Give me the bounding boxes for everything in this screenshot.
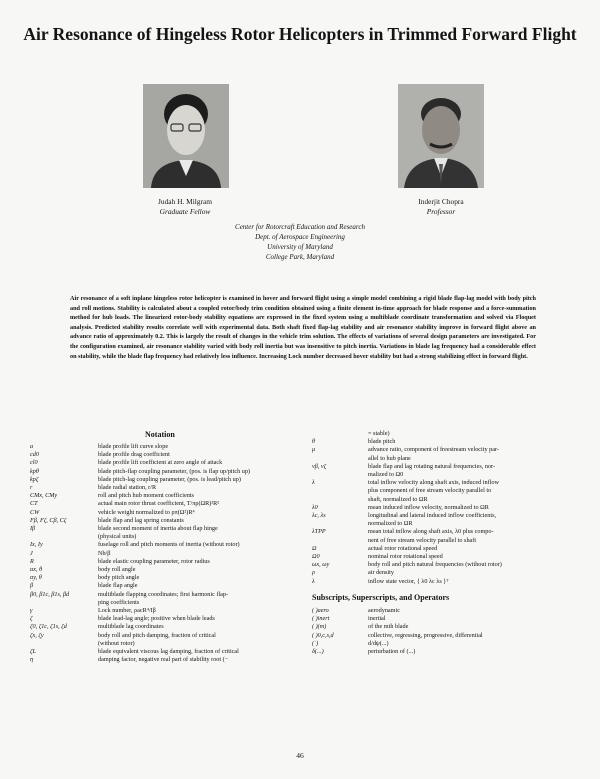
notation-symbol: cd0 (30, 451, 39, 459)
subscripts-heading: Subscripts, Superscripts, and Operators (312, 593, 450, 602)
affiliation-line: Dept. of Aerospace Engineering (255, 233, 345, 241)
notation-row (30, 656, 310, 664)
notation-row (30, 615, 310, 623)
notation-definition: of the mth blade (368, 623, 409, 631)
notation-definition: advance ratio, component of freestream velocity par- (368, 446, 499, 454)
notation-row (312, 607, 574, 615)
notation-definition: total inflow velocity along shaft axis, induced inflow (368, 479, 499, 487)
notation-symbol: ζL (30, 648, 36, 656)
notation-symbol: ( )aero (312, 607, 329, 614)
notation-row (312, 528, 574, 536)
portrait-milgram-image (143, 84, 229, 188)
notation-symbol (312, 471, 368, 479)
notation-definition: body pitch angle (98, 574, 140, 582)
notation-row (30, 599, 310, 607)
notation-symbol: θ (312, 438, 316, 446)
notation-symbol: η (30, 656, 34, 664)
notation-definition: blade radial station, r/R (98, 484, 157, 492)
notation-right-column (312, 430, 574, 586)
notation-row (312, 487, 574, 495)
notation-symbol: ρ (312, 569, 315, 577)
notation-row (312, 623, 574, 631)
notation-definition: air density (368, 569, 394, 577)
notation-row (312, 512, 574, 520)
affiliation-line: Center for Rotorcraft Education and Research (235, 223, 365, 231)
notation-definition: normalized to ΩR (368, 520, 413, 528)
notation-symbol: (˙) (312, 639, 319, 647)
notation-definition: roll and pitch hub moment coefficients (98, 492, 194, 500)
notation-symbol: β (30, 582, 34, 590)
notation-row (30, 509, 310, 517)
notation-definition: malized to Ω0 (368, 471, 404, 479)
notation-symbol: ωx, ωy (312, 561, 330, 569)
notation-definition: fuselage roll and pitch moments of inertia (without rotor) (98, 541, 240, 549)
notation-row (312, 455, 574, 463)
notation-row (312, 545, 574, 553)
notation-row (312, 471, 574, 479)
notation-symbol: Ω0 (312, 553, 320, 561)
notation-symbol: ζ (30, 615, 33, 623)
notation-definition: (without rotor) (98, 639, 135, 647)
notation-row (312, 496, 574, 504)
notation-row (30, 640, 310, 648)
notation-symbol: αy, θ (30, 574, 42, 582)
notation-row (30, 476, 310, 484)
notation-symbol (312, 496, 368, 504)
notation-definition: nent of free stream velocity parallel to shaft (368, 536, 477, 544)
notation-symbol (312, 487, 368, 495)
notation-row (312, 578, 574, 586)
notation-row (30, 484, 310, 492)
notation-definition: body roll and pitch damping, fraction of critical (98, 631, 216, 639)
notation-row (30, 566, 310, 574)
notation-definition: aerodynamic (368, 607, 400, 614)
author-photo-milgram (143, 84, 229, 188)
notation-row (312, 463, 574, 471)
notation-row (30, 492, 310, 500)
notation-row (312, 438, 574, 446)
notation-definition: blade flap angle (98, 582, 138, 590)
notation-row (312, 537, 574, 545)
notation-row (312, 504, 574, 512)
notation-row (30, 574, 310, 582)
notation-definition: = stable) (368, 430, 390, 437)
notation-symbol: γ (30, 607, 33, 615)
notation-symbol: β0, β1c, β1s, βd (30, 590, 70, 598)
notation-row (30, 459, 310, 467)
notation-definition: plus component of free stream velocity parallel to (368, 487, 492, 495)
notation-symbol (312, 520, 368, 528)
notation-definition: (physical units) (98, 533, 137, 541)
notation-definition: vehicle weight normalized to ρπ(Ω²)R⁴ (98, 508, 195, 516)
paper-title: Air Resonance of Hingeless Rotor Helicopters in Trimmed Forward Flight (23, 24, 577, 44)
notation-definition: collective, regressing, progressive, differential (368, 631, 483, 639)
notation-symbol: kpθ (30, 467, 39, 475)
affiliation-line: University of Maryland (267, 243, 333, 251)
author-role: Professor (426, 206, 456, 216)
notation-row (30, 541, 310, 549)
author-name: Judah H. Milgram (158, 197, 212, 206)
notation-definition: mean induced inflow velocity, normalized to ΩR (368, 503, 489, 511)
notation-symbol: Iβ (30, 525, 36, 533)
notation-symbol: ζx, ζy (30, 631, 44, 639)
notation-symbol: μ (312, 446, 316, 454)
notation-symbol: νβ, νζ (312, 462, 327, 470)
portrait-chopra-image (398, 84, 484, 188)
notation-definition: blade flap and lag spring constants (98, 516, 184, 524)
notation-definition: body roll and pitch natural frequencies (without rotor) (368, 561, 502, 569)
notation-symbol: a (30, 443, 34, 450)
notation-heading: Notation (145, 430, 175, 439)
notation-symbol: ( )inert (312, 615, 330, 623)
notation-symbol: λTPP (312, 528, 326, 536)
notation-row (30, 558, 310, 566)
notation-row (312, 648, 574, 656)
notation-symbol: J (30, 549, 33, 557)
notation-definition: allel to hub plane (368, 454, 411, 462)
notation-row (312, 553, 574, 561)
notation-row (312, 640, 574, 648)
notation-symbol: ζ0, ζ1c, ζ1s, ζd (30, 623, 67, 631)
notation-symbol: λ (312, 479, 315, 487)
notation-symbol: ( )0,c,s,d (312, 631, 334, 639)
notation-symbol: CMx, CMy (30, 492, 58, 500)
notation-row (312, 479, 574, 487)
notation-symbol: Fβ, Fζ, Cβ, Cζ (30, 516, 67, 524)
notation-symbol (30, 640, 98, 648)
notation-row (30, 533, 310, 541)
notation-definition: blade elastic coupling parameter, rotor radius (98, 557, 210, 565)
subscripts-list (312, 607, 574, 656)
notation-symbol: λ0 (312, 503, 318, 511)
notation-symbol (30, 533, 98, 541)
author-name: Inderjit Chopra (418, 197, 464, 206)
notation-symbol: Ω (312, 544, 317, 552)
notation-symbol: λc, λs (312, 512, 326, 520)
notation-row (312, 430, 574, 438)
page-number: 46 (296, 751, 304, 760)
notation-row (30, 632, 310, 640)
notation-definition: shaft, normalized to ΩR (368, 495, 428, 503)
notation-left-column (30, 443, 310, 664)
notation-row (312, 561, 574, 569)
notation-row (30, 443, 310, 451)
notation-symbol: kpζ (30, 475, 39, 483)
notation-symbol: R (30, 557, 34, 565)
notation-definition: blade profile lift coefficient at zero angle of attack (98, 459, 223, 467)
notation-definition: mean total inflow along shaft axis, λ0 plus compo- (368, 528, 494, 536)
notation-row (312, 632, 574, 640)
notation-definition: blade flap and lag rotating natural frequencies, nor- (368, 462, 496, 470)
notation-definition: inertial (368, 615, 386, 623)
notation-row (30, 582, 310, 590)
notation-definition: blade second moment of inertia about flap hinge (98, 525, 218, 533)
notation-symbol (30, 599, 98, 607)
author-role: Graduate Fellow (159, 206, 211, 216)
notation-definition: longitudinal and lateral induced inflow coefficients, (368, 512, 497, 520)
notation-symbol: ( )(m) (312, 623, 327, 631)
notation-row (30, 607, 310, 615)
notation-row (30, 468, 310, 476)
notation-definition: blade pitch-flap coupling parameter, (pos. is flap up/pitch up) (98, 467, 250, 475)
notation-row (30, 648, 310, 656)
notation-definition: Lock number, ρacR⁴/Iβ (98, 607, 156, 615)
affiliation-line: College Park, Maryland (265, 253, 335, 261)
notation-row (30, 517, 310, 525)
notation-row (30, 550, 310, 558)
notation-symbol (312, 430, 368, 438)
notation-definition: actual rotor rotational speed (368, 544, 438, 552)
notation-definition: blade equivalent viscous lag damping, fraction of critical (98, 648, 239, 656)
notation-symbol: r (30, 484, 33, 492)
notation-definition: blade profile drag coefficient (98, 451, 170, 459)
notation-definition: blade profile lift curve slope (98, 443, 169, 450)
notation-row (312, 520, 574, 528)
notation-symbol (312, 537, 368, 545)
abstract: Air resonance of a soft inplane hingeless rotor helicopter is examined in hover and forward flight using a simple model combining a rigid blade flap-lag model with body pitch and roll motions. Stability is calculated about a coupled rotor/body trim condition obtained using a finite element in-time approach for blade response and a force-summation method for hub loads. The linearized rotor-body stability equations are expressed in the fixed system using a multiblade coordinate transformation and solved via Floquet analysis. Predicted stability results correlate well with experimental data. Both shaft fixed flap-lag stability and air resonance stability improve in forward flight above an advance ratio of approximately 0.2. This is largely the result of changes in the vehicle trim solution. The effects of variations of several design parameters are investigated. For the configuration examined, air resonance stability varied with body roll inertia but was insensitive to pitch inertia. Variations in blade lag frequency had a considerable effect on stability, while the blade flap frequency had relatively less influence. Increasing Lock number decreased hover stability but had a strong stabilizing effect in forward flight. (70, 295, 536, 360)
notation-definition: d/dψ(...) (368, 639, 389, 647)
author-photo-chopra (398, 84, 484, 188)
notation-definition: damping factor, negative real part of stability root (− (98, 656, 229, 664)
notation-symbol: CT (30, 500, 38, 508)
notation-row (30, 451, 310, 459)
notation-definition: multiblade lag coordinates (98, 623, 164, 631)
notation-definition: inflow state vector, { λ0 λc λs }ᵀ (368, 577, 449, 585)
author-caption-milgram (120, 197, 250, 216)
notation-symbol: δ(...) (312, 648, 324, 656)
notation-symbol: λ (312, 577, 315, 585)
notation-row (312, 446, 574, 454)
notation-definition: body roll angle (98, 566, 136, 574)
notation-definition: blade pitch (368, 438, 396, 446)
notation-row (30, 623, 310, 631)
notation-symbol: cl0 (30, 459, 38, 467)
notation-symbol: Ix, Iy (30, 541, 43, 549)
notation-row (30, 591, 310, 599)
notation-definition: perturbation of (...) (368, 648, 416, 656)
notation-definition: blade pitch-lag coupling parameter, (pos. is lead/pitch up) (98, 475, 241, 483)
notation-symbol: CW (30, 508, 40, 516)
notation-definition: actual main rotor thrust coefficient, T/πρ(ΩR)²R² (98, 500, 220, 508)
notation-definition: multiblade flapping coordinates; first harmonic flap- (98, 590, 229, 598)
notation-row (30, 500, 310, 508)
notation-definition: nominal rotor rotational speed (368, 553, 443, 561)
notation-definition: Nb/β (98, 549, 111, 557)
notation-definition: ping coefficients (98, 598, 140, 606)
notation-symbol (312, 455, 368, 463)
notation-row (312, 615, 574, 623)
affiliation (150, 222, 450, 262)
notation-row (312, 569, 574, 577)
notation-symbol: αx, θ (30, 566, 43, 574)
author-caption-chopra (376, 197, 506, 216)
notation-row (30, 525, 310, 533)
notation-definition: blade lead-lag angle; positive when blade leads (98, 615, 215, 623)
